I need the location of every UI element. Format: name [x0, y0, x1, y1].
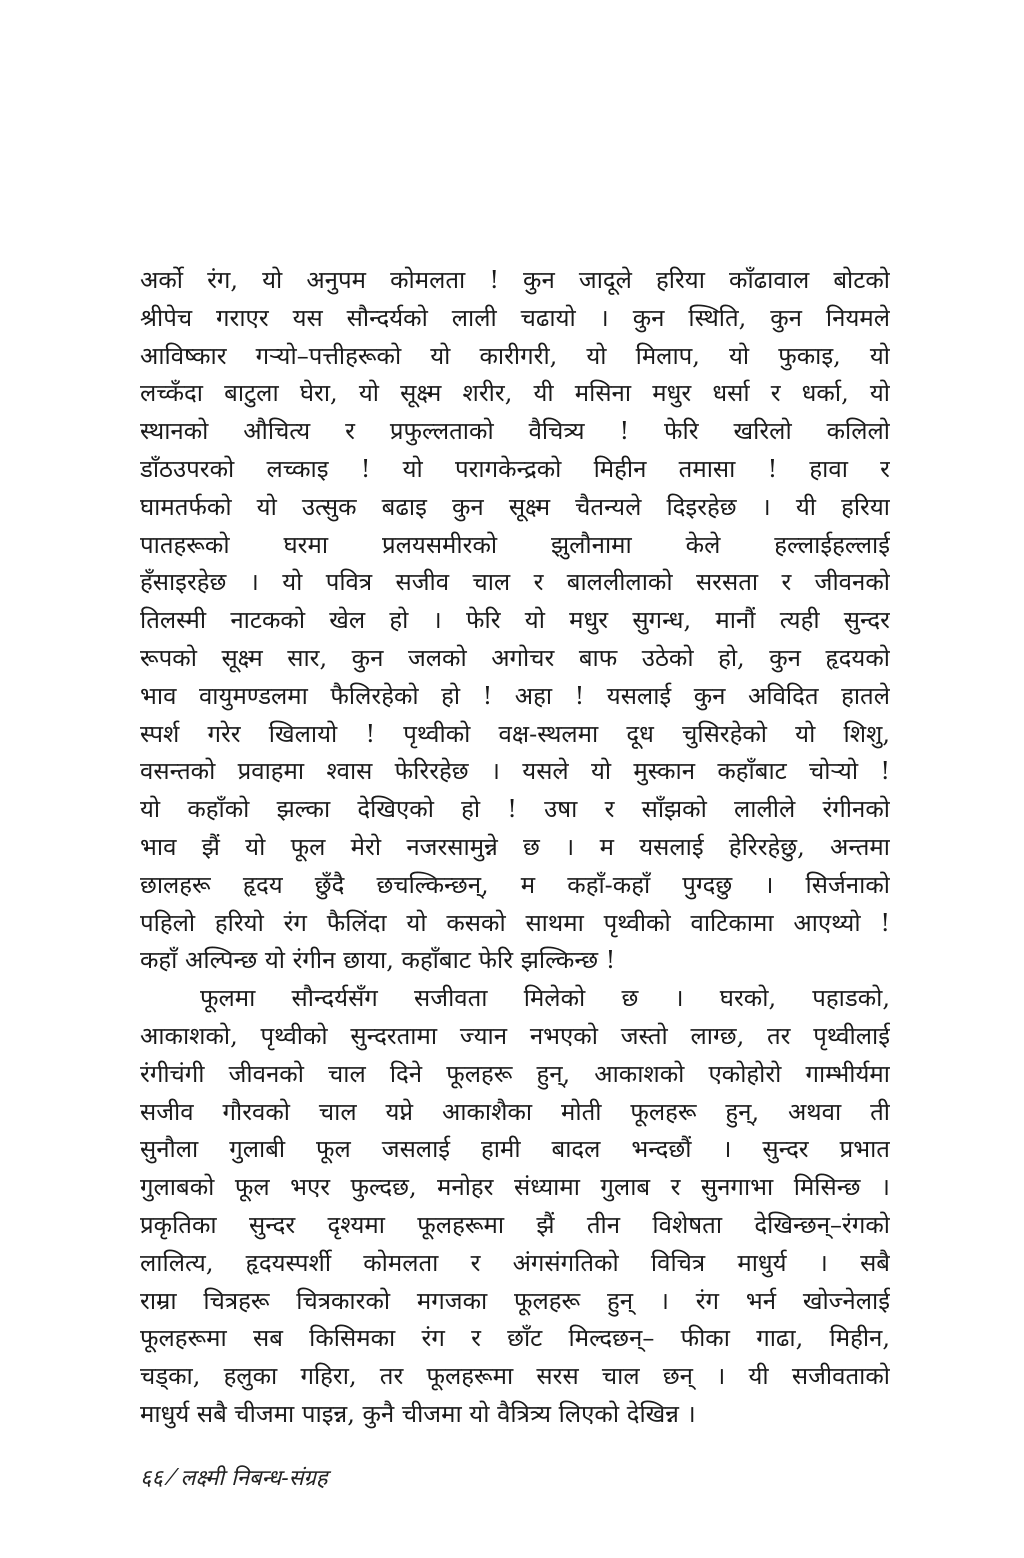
text-line: भाव वायुमण्डलमा फैलिरहेको हो ! अहा ! यसलाई कुन अविदित हातले	[140, 681, 890, 710]
text-line: आकाशको, पृथ्वीको सुन्दरतामा ज्यान नभएको जस्तो लाग्छ, तर पृथ्वीलाई	[140, 1021, 890, 1050]
text-line: घामतर्फको यो उत्सुक बढाइ कुन सूक्ष्म चैतन्यले दिइरहेछ । यी हरिया	[140, 492, 890, 521]
text-line: हँसाइरहेछ । यो पवित्र सजीव चाल र बाललीलाको सरसता र जीवनको	[140, 568, 890, 597]
text-line: आविष्कार गऱ्यो–पत्तीहरूको यो कारीगरी, यो मिलाप, यो फुकाइ, यो	[140, 341, 890, 370]
page-body-text	[140, 262, 890, 1434]
text-line: चड्का, हलुका गहिरा, तर फूलहरूमा सरस चाल छन् । यी सजीवताको	[140, 1362, 890, 1391]
paragraph-2	[140, 980, 890, 1434]
text-line: गुलाबको फूल भएर फुल्दछ, मनोहर संध्यामा गुलाब र सुनगाभा मिसिन्छ ।	[140, 1173, 890, 1202]
text-line: पातहरूको घरमा प्रलयसमीरको झुलौनामा केले हल्लाईहल्लाई	[140, 530, 890, 559]
text-line: लालित्य, हृदयस्पर्शी कोमलता र अंगसंगतिको विचित्र माधुर्य । सबै	[140, 1248, 890, 1277]
page-footer: ६६ ⁄ लक्ष्मी निबन्ध-संग्रह	[140, 1466, 328, 1491]
text-line: वसन्तको प्रवाहमा श्वास फेरिरहेछ । यसले यो मुस्कान कहाँबाट चोऱ्यो !	[140, 757, 890, 786]
paragraph-1	[140, 262, 890, 980]
text-line: सुनौला गुलाबी फूल जसलाई हामी बादल भन्दछौं । सुन्दर प्रभात	[140, 1135, 890, 1164]
text-line: स्पर्श गरेर खिलायो ! पृथ्वीको वक्ष-स्थलमा दूध चुसिरहेको यो शिशु,	[140, 719, 890, 748]
text-line: फूलमा सौन्दर्यसँग सजीवता मिलेको छ । घरको, पहाडको,	[200, 984, 890, 1013]
text-line: भाव झैं यो फूल मेरो नजरसामुन्ने छ । म यसलाई हेरिरहेछु, अन्तमा	[140, 832, 890, 861]
text-line: लच्कँदा बाटुला घेरा, यो सूक्ष्म शरीर, यी मसिना मधुर धर्सा र धर्का, यो	[140, 379, 890, 408]
text-line: राम्रा चित्रहरू चित्रकारको मगजका फूलहरू हुन् । रंग भर्न खोज्नेलाई	[140, 1286, 890, 1315]
text-line: पहिलो हरियो रंग फैलिंदा यो कसको साथमा पृथ्वीको वाटिकामा आएथ्यो !	[140, 908, 890, 937]
text-line: छालहरू हृदय छुँदै छचल्किन्छन्, म कहाँ-कहाँ पुग्दछु । सिर्जनाको	[140, 870, 890, 899]
text-line: माधुर्य सबै चीजमा पाइन्न, कुनै चीजमा यो वैत्रित्र्य लिएको देखिन्न ।	[140, 1399, 696, 1428]
text-line: सजीव गौरवको चाल यप्ने आकाशैका मोती फूलहरू हुन्, अथवा ती	[140, 1097, 890, 1126]
text-line: यो कहाँको झल्का देखिएको हो ! उषा र साँझको लालीले रंगीनको	[140, 795, 890, 824]
text-line: प्रकृतिका सुन्दर दृश्यमा फूलहरूमा झैं तीन विशेषता देखिन्छन्–रंगको	[140, 1210, 890, 1239]
text-line: रंगीचंगी जीवनको चाल दिने फूलहरू हुन्, आकाशको एकोहोरो गाम्भीर्यमा	[140, 1059, 890, 1088]
text-line: श्रीपेच गराएर यस सौन्दर्यको लाली चढायो । कुन स्थिति, कुन नियमले	[140, 303, 890, 332]
text-line: डाँठउपरको लच्काइ ! यो परागकेन्द्रको मिहीन तमासा ! हावा र	[140, 454, 890, 483]
text-line: स्थानको औचित्य र प्रफुल्लताको वैचित्र्य ! फेरि खरिलो कलिलो	[140, 417, 890, 446]
text-line: रूपको सूक्ष्म सार, कुन जलको अगोचर बाफ उठेको हो, कुन हृदयको	[140, 643, 890, 672]
text-line: फूलहरूमा सब किसिमका रंग र छाँट मिल्दछन्– फीका गाढा, मिहीन,	[140, 1324, 890, 1353]
text-line: कहाँ अल्पिन्छ यो रंगीन छाया, कहाँबाट फेरि झल्किन्छ !	[140, 946, 616, 975]
text-line: तिलस्मी नाटकको खेल हो । फेरि यो मधुर सुगन्ध, मानौं त्यही सुन्दर	[140, 606, 890, 635]
text-line: अर्को रंग, यो अनुपम कोमलता ! कुन जादूले हरिया काँढावाल बोटको	[140, 266, 890, 294]
